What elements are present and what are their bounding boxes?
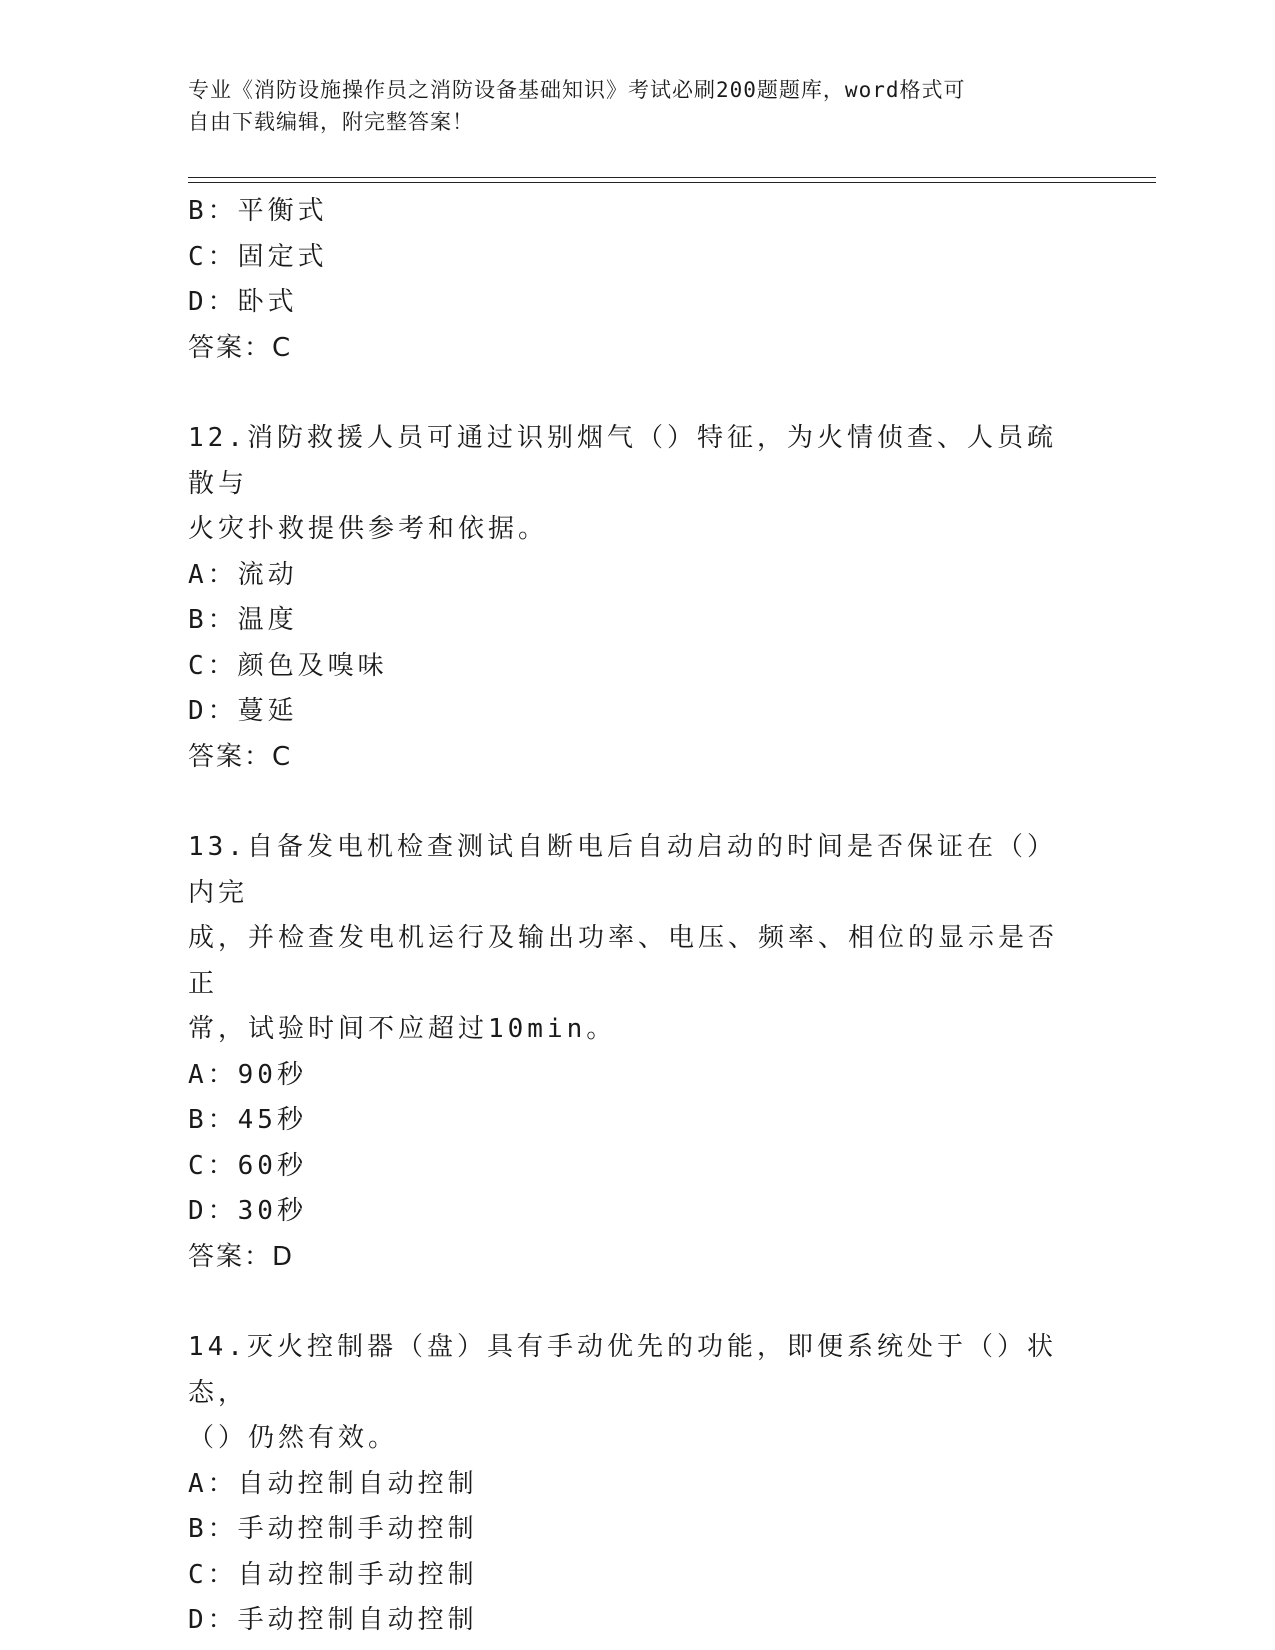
question-14: [188, 1325, 1078, 1644]
question-12: [188, 416, 1078, 780]
option-d: D：蔓延: [188, 696, 298, 726]
option-c: C：颜色及嗅味: [188, 650, 388, 681]
option-c: C：固定式: [188, 241, 328, 272]
question-text-line: 常，试验时间不应超过10min。: [188, 1014, 617, 1044]
document-body: [188, 189, 1078, 1644]
question-13: [188, 825, 1078, 1280]
document-header: [188, 74, 1088, 138]
option-d: D：卧式: [188, 287, 298, 317]
spacer: [188, 1280, 1078, 1325]
option-a: A：90秒: [188, 1059, 307, 1090]
option-d: D：30秒: [188, 1196, 307, 1226]
spacer: [188, 780, 1078, 825]
continued-question: [188, 189, 1078, 371]
option-b: B：45秒: [188, 1105, 307, 1135]
option-a: A：自动控制自动控制: [188, 1468, 478, 1499]
option-b: B：手动控制手动控制: [188, 1514, 478, 1544]
header-line-2: 自由下载编辑，附完整答案！: [188, 110, 474, 134]
question-text-line: （）仍然有效。: [188, 1423, 399, 1453]
answer-line: 答案：C: [188, 741, 293, 772]
question-text-line: 成，并检查发电机运行及输出功率、电压、频率、相位的显示是否正: [188, 923, 1059, 999]
answer-line: 答案：D: [188, 1241, 295, 1272]
answer-line: 答案：C: [188, 332, 293, 363]
option-c: C：60秒: [188, 1150, 307, 1181]
spacer: [188, 371, 1078, 416]
header-line-1: 专业《消防设施操作员之消防设备基础知识》考试必刷200题题库，word格式可: [188, 78, 966, 102]
question-14-text: [188, 1325, 1078, 1462]
option-b: B：温度: [188, 605, 298, 635]
question-12-text: [188, 416, 1078, 553]
question-text-line: 13.自备发电机检查测试自断电后自动启动的时间是否保证在（）内完: [188, 832, 1057, 908]
question-text-line: 火灾扑救提供参考和依据。: [188, 514, 549, 544]
header-rule-bottom: [188, 182, 1156, 183]
option-a: A：流动: [188, 559, 298, 590]
option-c: C：自动控制手动控制: [188, 1559, 478, 1590]
option-d: D：手动控制自动控制: [188, 1605, 478, 1635]
option-b: B：平衡式: [188, 196, 328, 226]
header-rule-top: [188, 177, 1156, 178]
question-13-text: [188, 825, 1078, 1053]
question-text-line: 14.灭火控制器（盘）具有手动优先的功能，即便系统处于（）状态，: [188, 1332, 1057, 1408]
question-text-line: 12.消防救援人员可通过识别烟气（）特征，为火情侦查、人员疏散与: [188, 423, 1057, 499]
